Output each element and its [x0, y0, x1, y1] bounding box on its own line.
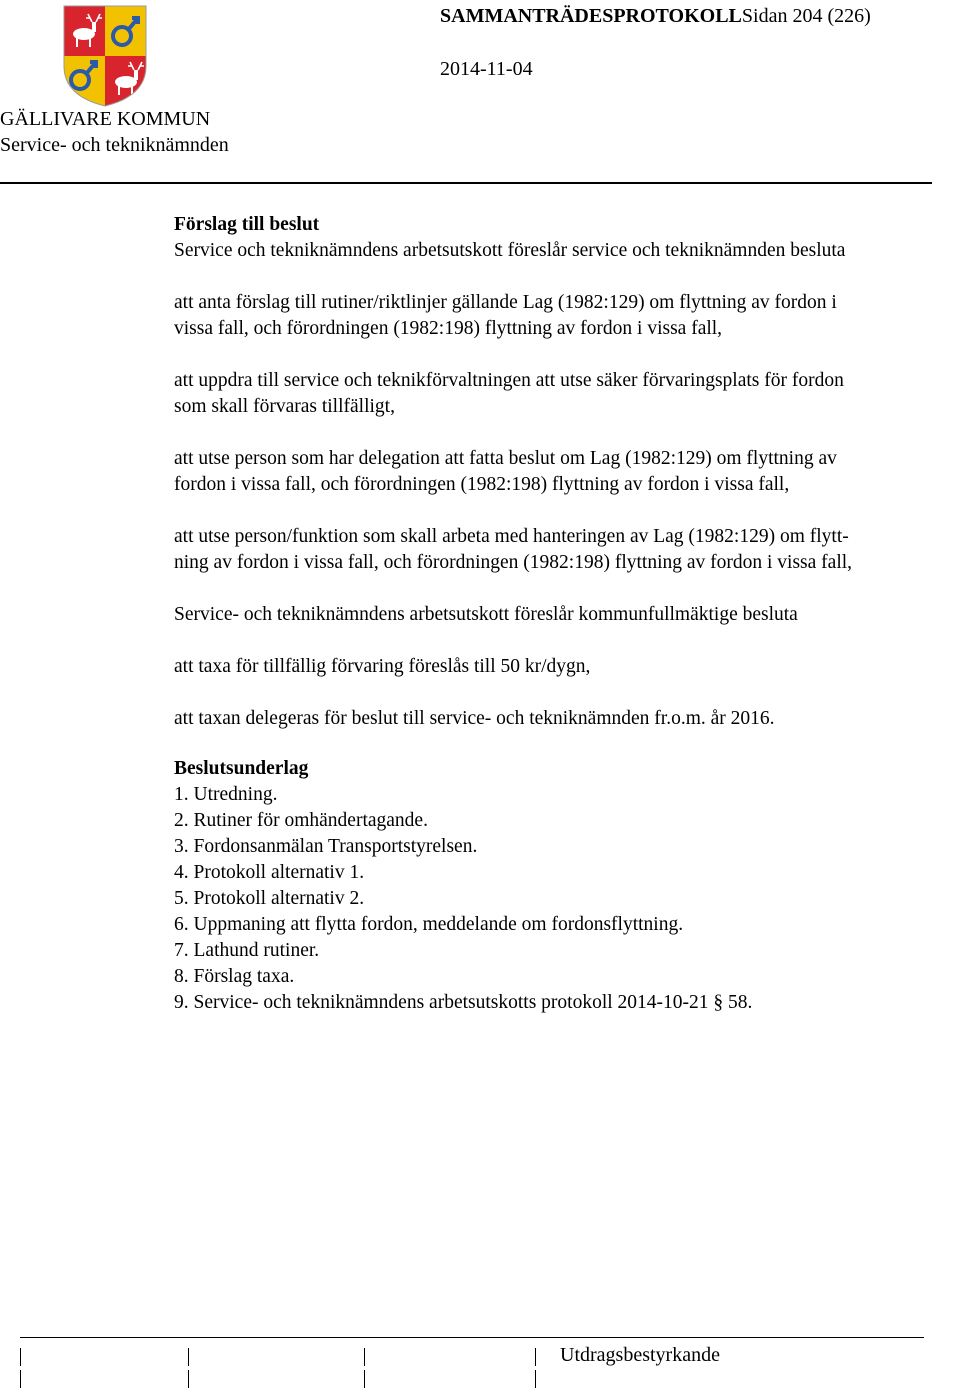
proposal-point-4-line-1: att utse person/funktion som skall arbeta med hanteringen av Lag (1982:129) om flytt- — [174, 526, 849, 547]
council-point-2: att taxan delegeras för beslut till service- och tekniknämnden fr.o.m. år 2016. — [174, 708, 775, 729]
list-item: 4. Protokoll alternativ 1. — [174, 862, 365, 883]
department-name: Service- och tekniknämnden — [0, 134, 229, 156]
signature-box-divider — [188, 1348, 189, 1366]
council-proposal-intro: Service- och tekniknämndens arbetsutskott föreslår kommunfullmäktige besluta — [174, 604, 798, 625]
list-item: 5. Protokoll alternativ 2. — [174, 888, 365, 909]
council-point-1: att taxa för tillfällig förvaring föreslås till 50 kr/dygn, — [174, 656, 591, 677]
list-item: 1. Utredning. — [174, 784, 278, 805]
proposal-heading: Förslag till beslut — [174, 214, 320, 235]
basis-heading: Beslutsunderlag — [174, 758, 309, 779]
proposal-point-1-line-2: vissa fall, och förordningen (1982:198) flyttning av fordon i vissa fall, — [174, 318, 723, 339]
proposal-point-3-line-2: fordon i vissa fall, och förordningen (1982:198) flyttning av fordon i vissa fall, — [174, 474, 790, 495]
proposal-point-2-line-2: som skall förvaras tillfälligt, — [174, 396, 395, 417]
protocol-body — [174, 212, 960, 1016]
proposal-point-2-line-1: att uppdra till service och teknikförvaltningen att utse säker förvaringsplats för fordon — [174, 370, 844, 391]
list-item: 9. Service- och tekniknämndens arbetsutskotts protokoll 2014-10-21 § 58. — [174, 992, 753, 1013]
proposal-intro: Service och tekniknämndens arbetsutskott föreslår service och tekniknämnden besluta — [174, 240, 846, 261]
page-number: 204 (226) — [792, 5, 871, 27]
footer-divider — [20, 1337, 924, 1338]
signature-box-divider — [535, 1348, 536, 1366]
proposal-point-1-line-1: att anta förslag till rutiner/riktlinjer gällande Lag (1982:129) om flyttning av fordon i — [174, 292, 837, 313]
basis-list — [174, 782, 960, 1016]
page-label: Sidan — [741, 5, 788, 27]
signature-box-divider — [535, 1370, 536, 1388]
signature-box-divider — [188, 1370, 189, 1388]
organization-name: GÄLLIVARE KOMMUN — [0, 108, 211, 130]
signature-box-divider — [364, 1348, 365, 1366]
protocol-header — [440, 5, 871, 28]
proposal-point-4-line-2: ning av fordon i vissa fall, och förordningen (1982:198) flyttning av fordon i vissa fall, — [174, 552, 853, 573]
signature-box-divider — [20, 1370, 21, 1388]
list-item: 2. Rutiner för omhändertagande. — [174, 810, 428, 831]
list-item: 3. Fordonsanmälan Transportstyrelsen. — [174, 836, 478, 857]
certification-label: Utdragsbestyrkande — [560, 1344, 720, 1366]
protocol-title: SAMMANTRÄDESPROTOKOLL — [440, 5, 742, 27]
proposal-point-3-line-1: att utse person som har delegation att fatta beslut om Lag (1982:129) om flyttning av — [174, 448, 837, 469]
list-item: 8. Förslag taxa. — [174, 966, 295, 987]
meeting-date: 2014-11-04 — [440, 58, 533, 80]
signature-box-divider — [20, 1348, 21, 1366]
list-item: 6. Uppmaning att flytta fordon, meddelande om fordonsflyttning. — [174, 914, 684, 935]
signature-box-divider — [364, 1370, 365, 1388]
gallivare-coat-of-arms-icon — [62, 4, 148, 108]
list-item: 7. Lathund rutiner. — [174, 940, 320, 961]
header-divider — [0, 182, 932, 184]
